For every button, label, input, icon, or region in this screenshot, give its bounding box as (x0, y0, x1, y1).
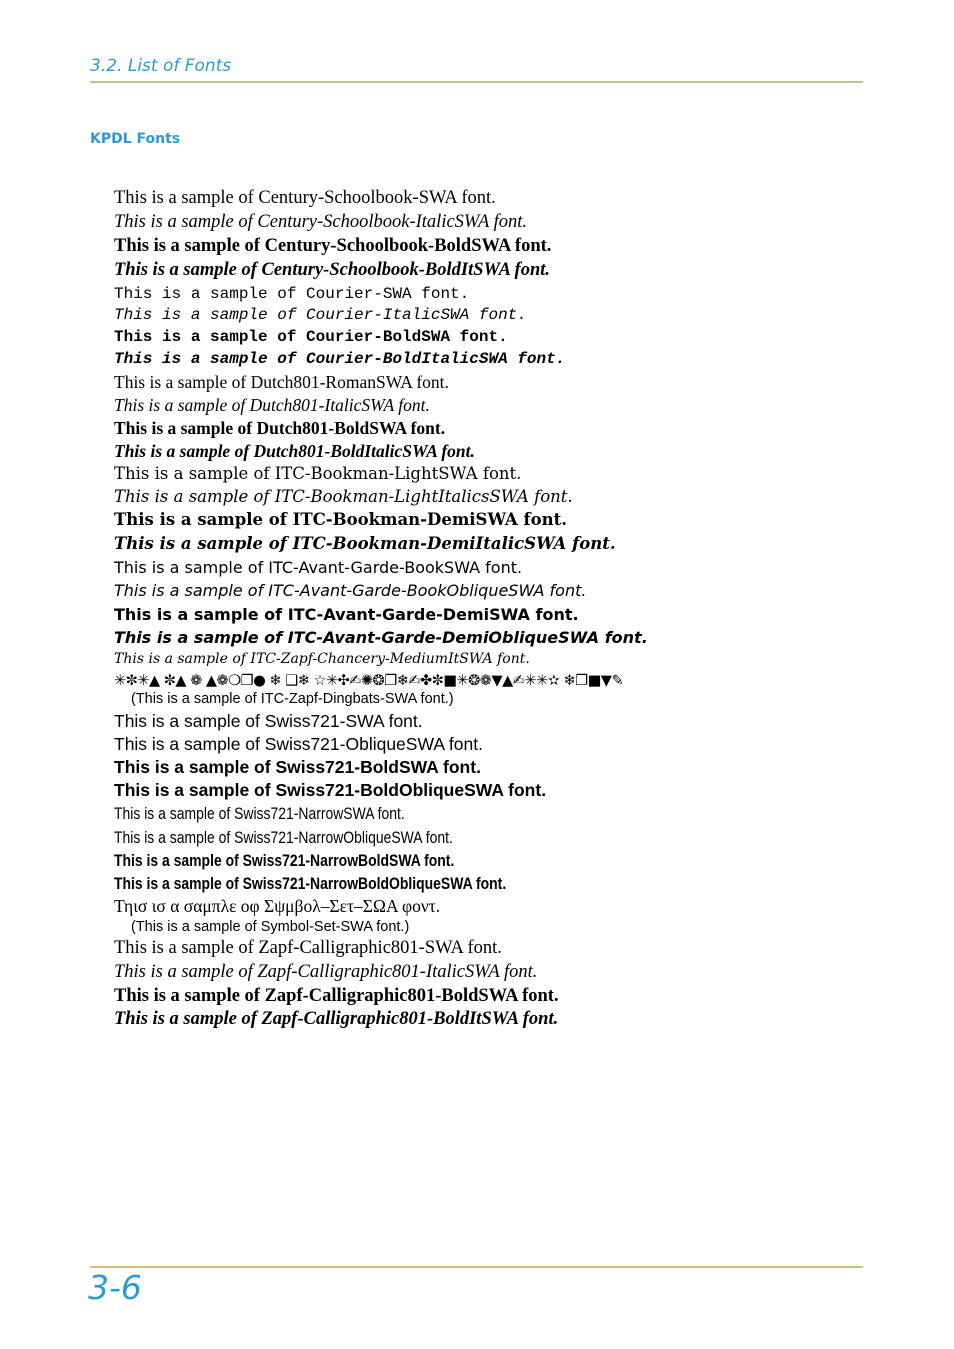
sample-century-schoolbook-bold: This is a sample of Century-Schoolbook-BoldSWA font. (114, 236, 552, 256)
sample-swiss721-oblique: This is a sample of Swiss721-ObliqueSWA font. (114, 734, 483, 754)
sample-courier: This is a sample of Courier-SWA font. (114, 285, 470, 303)
sample-century-schoolbook-bolditalic: This is a sample of Century-Schoolbook-BoldItSWA font. (114, 260, 551, 280)
sample-symbol-set-caption: (This is a sample of Symbol-Set-SWA font.) (131, 919, 410, 935)
sample-dutch801-roman: This is a sample of Dutch801-RomanSWA font. (114, 372, 449, 392)
sample-courier-bold: This is a sample of Courier-BoldSWA font. (114, 328, 508, 346)
sample-avant-garde-bookoblique: This is a sample of ITC-Avant-Garde-BookObliqueSWA font. (114, 581, 587, 600)
footer-divider (90, 1266, 863, 1268)
sample-courier-bolditalic: This is a sample of Courier-BoldItalicSWA font. (114, 350, 566, 368)
section-heading: KPDL Fonts (90, 131, 181, 147)
sample-avant-garde-book: This is a sample of ITC-Avant-Garde-BookSWA font. (114, 558, 523, 577)
sample-swiss721-narrowoblique: This is a sample of Swiss721-NarrowObliqueSWA font. (114, 828, 453, 847)
sample-swiss721: This is a sample of Swiss721-SWA font. (114, 711, 423, 731)
sample-swiss721-bold: This is a sample of Swiss721-BoldSWA font. (114, 757, 481, 777)
header-divider (90, 81, 863, 83)
sample-avant-garde-demioblique: This is a sample of ITC-Avant-Garde-DemiObliqueSWA font. (114, 628, 648, 647)
sample-dutch801-bold: This is a sample of Dutch801-BoldSWA font. (114, 418, 446, 438)
sample-bookman-lightitalic: This is a sample of ITC-Bookman-LightItalicsSWA font. (114, 487, 573, 506)
sample-bookman-light: This is a sample of ITC-Bookman-LightSWA font. (114, 464, 522, 483)
sample-zapf-chancery: This is a sample of ITC-Zapf-Chancery-MediumItSWA font. (114, 651, 530, 667)
sample-zapf-calligraphic-italic: This is a sample of Zapf-Calligraphic801-ItalicSWA font. (114, 962, 538, 982)
sample-swiss721-boldoblique: This is a sample of Swiss721-BoldObliqueSWA font. (114, 780, 547, 800)
sample-zapf-calligraphic-bold: This is a sample of Zapf-Calligraphic801-BoldSWA font. (114, 986, 559, 1006)
sample-courier-italic: This is a sample of Courier-ItalicSWA font. (114, 306, 527, 324)
sample-avant-garde-demi: This is a sample of ITC-Avant-Garde-DemiSWA font. (114, 605, 579, 624)
sample-bookman-demi: This is a sample of ITC-Bookman-DemiSWA font. (114, 510, 567, 529)
sample-dutch801-bolditalic: This is a sample of Dutch801-BoldItalicSWA font. (114, 441, 475, 461)
header-title: 3.2. List of Fonts (90, 56, 232, 76)
sample-bookman-demiitalic: This is a sample of ITC-Bookman-DemiItalicSWA font. (114, 534, 616, 553)
sample-century-schoolbook: This is a sample of Century-Schoolbook-SWA font. (114, 188, 496, 208)
page-number: 3-6 (88, 1268, 142, 1307)
sample-zapf-dingbats: ✳✼✳▲ ✼▲ ❁ ▲❁❍❐● ❄ ❑❄ ☆✳✣✍✺❂❐❄✍✤✼■✳❂❁▼▲✍✳✳✫ ❄❐■▼✎ (114, 673, 624, 689)
sample-zapf-dingbats-caption: (This is a sample of ITC-Zapf-Dingbats-SWA font.) (131, 691, 454, 707)
sample-symbol-set: Τηισ ισ α σαμπλε οφ Σψμβολ–Σετ–ΣΩΑ φοντ. (114, 896, 441, 916)
sample-dutch801-italic: This is a sample of Dutch801-ItalicSWA font. (114, 395, 430, 415)
sample-swiss721-narrow: This is a sample of Swiss721-NarrowSWA font. (114, 804, 405, 823)
sample-swiss721-narrowbold: This is a sample of Swiss721-NarrowBoldSWA font. (114, 851, 455, 870)
sample-century-schoolbook-italic: This is a sample of Century-Schoolbook-ItalicSWA font. (114, 212, 528, 232)
sample-swiss721-narrowboldoblique: This is a sample of Swiss721-NarrowBoldObliqueSWA font. (114, 874, 507, 893)
sample-zapf-calligraphic-bolditalic: This is a sample of Zapf-Calligraphic801-BoldItSWA font. (114, 1009, 559, 1029)
sample-zapf-calligraphic: This is a sample of Zapf-Calligraphic801-SWA font. (114, 938, 502, 958)
